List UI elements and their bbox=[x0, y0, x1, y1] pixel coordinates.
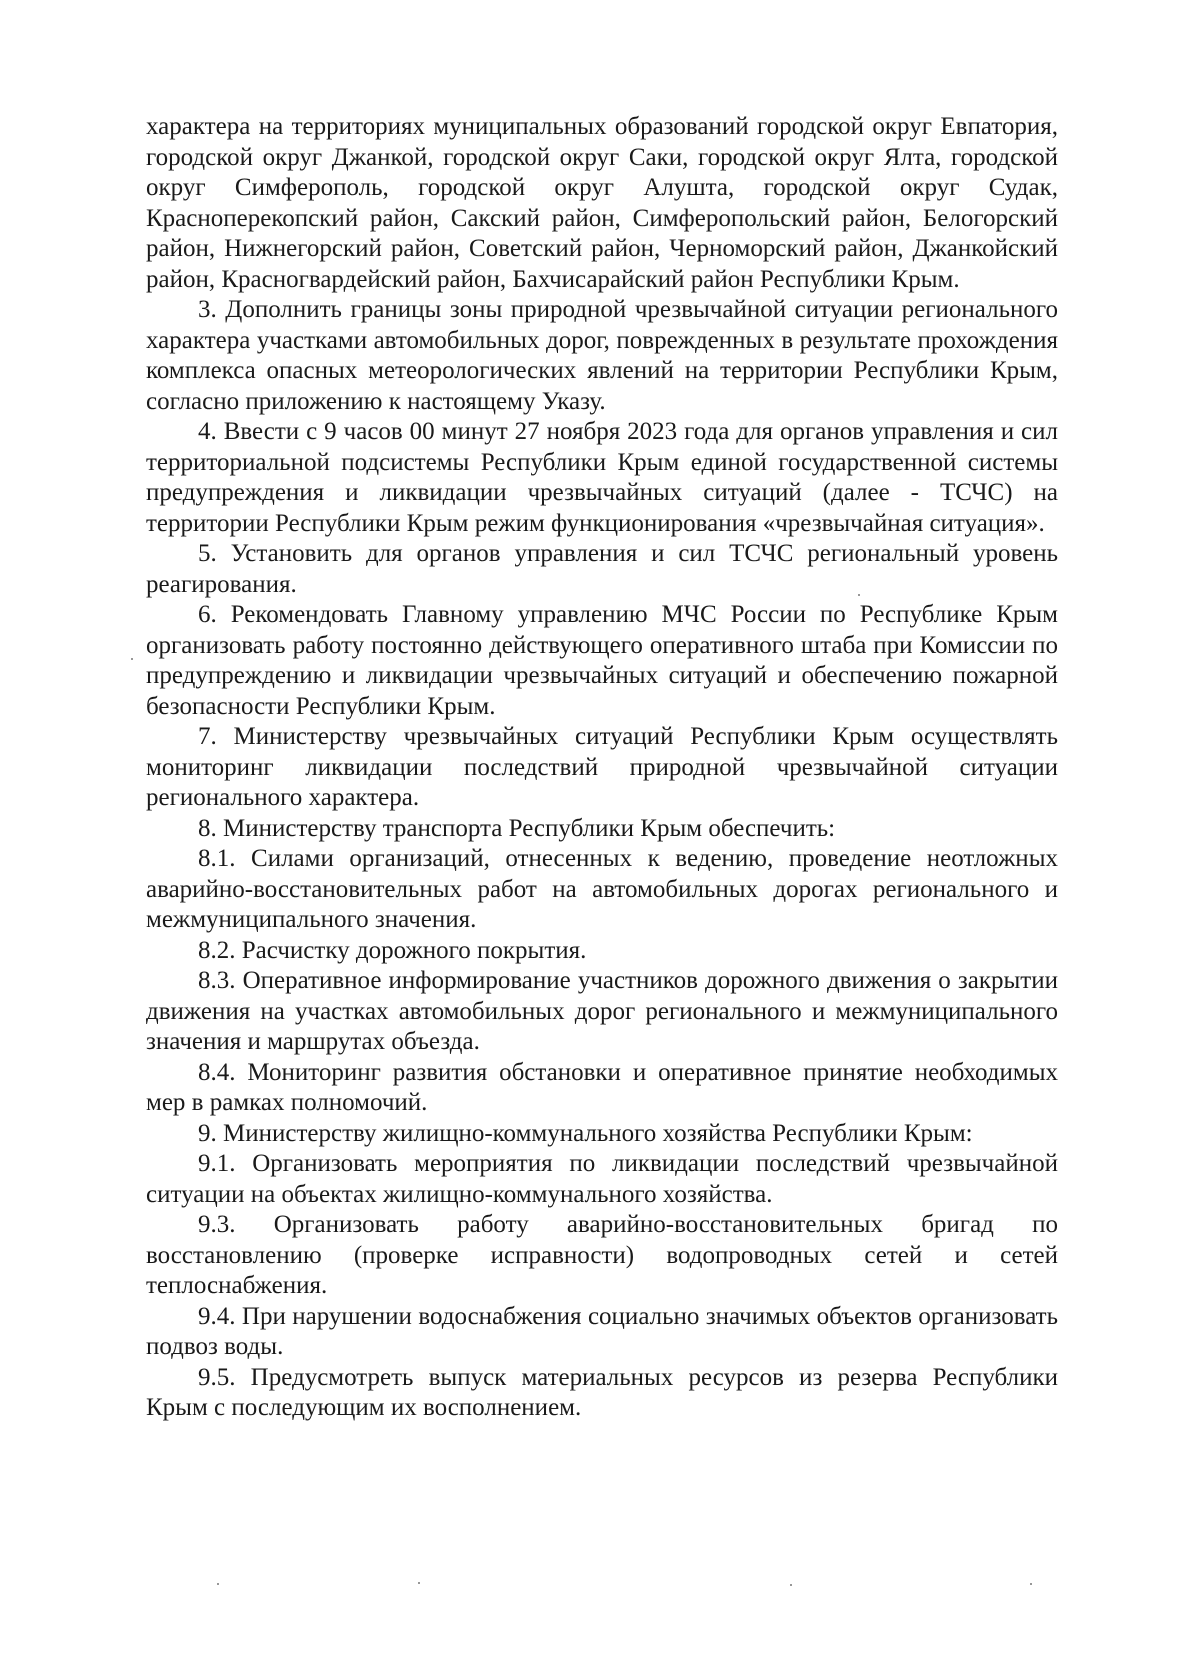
scan-speck bbox=[790, 1584, 792, 1586]
paragraph-item-9-4: 9.4. При нарушении водоснабжения социально значимых объектов организовать подвоз воды. bbox=[146, 1302, 1058, 1360]
paragraph-item-5: 5. Установить для органов управления и сил ТСЧС региональный уровень реагирования. bbox=[146, 540, 1058, 598]
scan-speck bbox=[1030, 1583, 1032, 1585]
paragraph-continuation: характера на территориях муниципальных образований городской округ Евпатория, городской округ Джанкой, городской округ Саки, городской округ Ялта, городской округ Симферополь, городской округ Алушта, городской округ Судак, Красноперекопский район, Сакский район, Симферопольский район, Белогорский район, Нижнегорский район, Советский район, Черноморский район, Джанкойский район, Красногвардейский район, Бахчисарайский район Республики Крым. bbox=[146, 113, 1058, 293]
paragraph-item-8-1: 8.1. Силами организаций, отнесенных к ведению, проведение неотложных аварийно-восстановительных работ на автомобильных дорогах регионального и межмуниципального значения. bbox=[146, 845, 1058, 933]
paragraph-item-9-5: 9.5. Предусмотреть выпуск материальных ресурсов из резерва Республики Крым с последующим их восполнением. bbox=[146, 1363, 1058, 1421]
paragraph-item-8-4: 8.4. Мониторинг развития обстановки и оперативное принятие необходимых мер в рамках полномочий. bbox=[146, 1058, 1058, 1116]
paragraph-item-9-3: 9.3. Организовать работу аварийно-восстановительных бригад по восстановлению (проверке исправности) водопроводных сетей и сетей теплоснабжения. bbox=[146, 1211, 1058, 1299]
paragraph-item-6: 6. Рекомендовать Главному управлению МЧС России по Республике Крым организовать работу постоянно действующего оперативного штаба при Комиссии по предупреждению и ликвидации чрезвычайных ситуаций и обеспечению пожарной безопасности Республики Крым. bbox=[146, 601, 1058, 720]
paragraph-item-9-1: 9.1. Организовать мероприятия по ликвидации последствий чрезвычайной ситуации на объектах жилищно-коммунального хозяйства. bbox=[146, 1150, 1058, 1208]
scan-speck bbox=[418, 1582, 420, 1584]
scan-speck bbox=[858, 594, 860, 596]
paragraph-item-8-2: 8.2. Расчистку дорожного покрытия. bbox=[198, 936, 587, 964]
paragraph-item-4: 4. Ввести с 9 часов 00 минут 27 ноября 2023 года для органов управления и сил территориальной подсистемы Республики Крым единой государственной системы предупреждения и ликвидации чрезвычайных ситуаций (далее - ТСЧС) на территории Республики Крым режим функционирования «чрезвычайная ситуация». bbox=[146, 418, 1058, 537]
paragraph-item-9: 9. Министерству жилищно-коммунального хозяйства Республики Крым: bbox=[198, 1119, 973, 1147]
scan-speck bbox=[217, 1583, 219, 1585]
paragraph-item-8-3: 8.3. Оперативное информирование участников дорожного движения о закрытии движения на участках автомобильных дорог регионального и межмуниципального значения и маршрутах объезда. bbox=[146, 967, 1058, 1055]
paragraph-item-3: 3. Дополнить границы зоны природной чрезвычайной ситуации регионального характера участками автомобильных дорог, поврежденных в результате прохождения комплекса опасных метеорологических явлений на территории Республики Крым, согласно приложению к настоящему Указу. bbox=[146, 296, 1058, 415]
paragraph-item-7: 7. Министерству чрезвычайных ситуаций Республики Крым осуществлять мониторинг ликвидации последствий природной чрезвычайной ситуации регионального характера. bbox=[146, 723, 1058, 811]
scan-speck bbox=[131, 658, 133, 660]
paragraph-item-8: 8. Министерству транспорта Республики Крым обеспечить: bbox=[198, 814, 836, 842]
document-body bbox=[146, 112, 1058, 1424]
